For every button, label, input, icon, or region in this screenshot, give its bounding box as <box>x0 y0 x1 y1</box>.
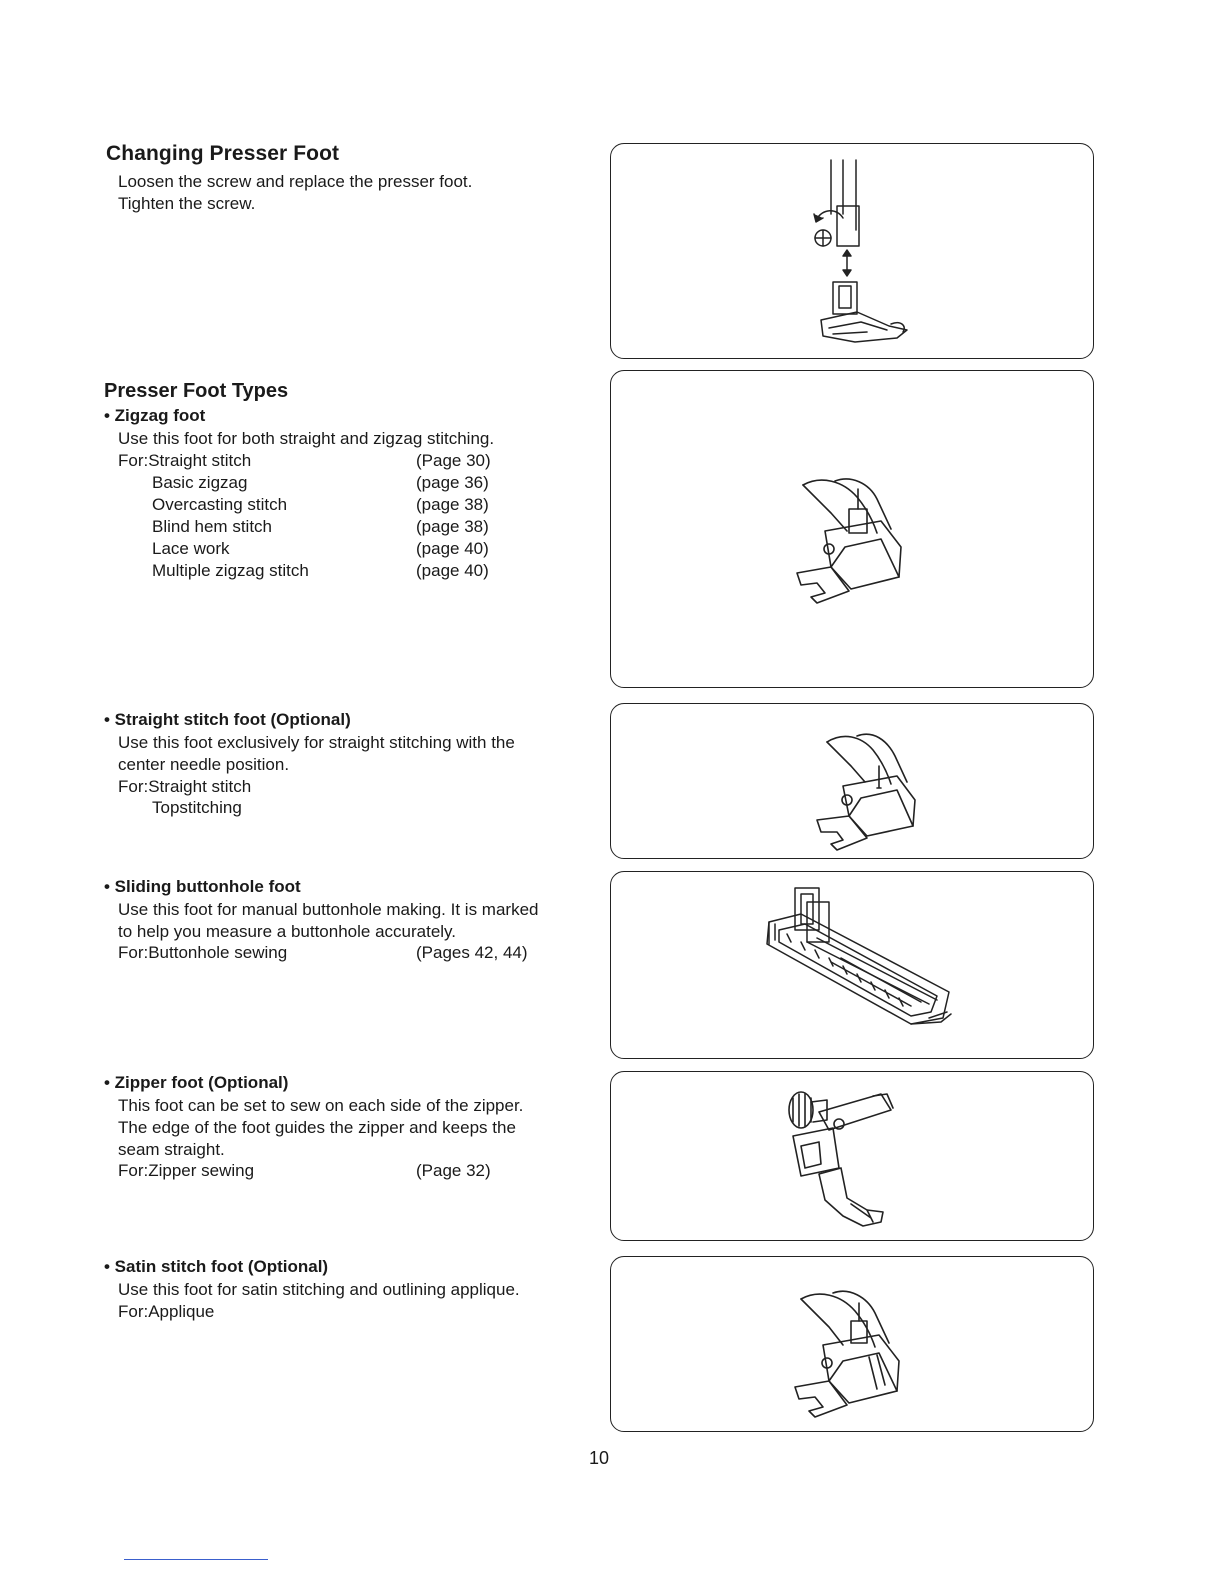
zigzag-foot-desc: Use this foot for both straight and zigzag stitching. <box>118 429 495 448</box>
zipper-line-1: This foot can be set to sew on each side of the zipper. <box>118 1096 524 1115</box>
zigzag-use-label: For:Straight stitch <box>118 451 252 470</box>
satin-foot-title: • Satin stitch foot (Optional) <box>104 1257 329 1276</box>
zigzag-foot-illustration-frame <box>610 370 1094 688</box>
zipper-line-2: The edge of the foot guides the zipper and keeps the <box>118 1118 516 1137</box>
zigzag-use-label: Overcasting stitch <box>152 495 288 514</box>
section-title-changing-presser-foot: Changing Presser Foot <box>106 142 340 165</box>
buttonhole-foot-illustration-frame <box>610 871 1094 1059</box>
changing-instructions <box>118 171 472 215</box>
zigzag-use-label: Basic zigzag <box>152 473 248 492</box>
buttonhole-use-page: (Pages 42, 44) <box>416 943 528 962</box>
satin-foot-icon <box>611 1257 1093 1431</box>
straight-stitch-foot-icon <box>611 704 1093 858</box>
zipper-use-label: For:Zipper sewing <box>118 1161 255 1180</box>
page-number: 10 <box>589 1448 610 1468</box>
changing-foot-illustration <box>611 144 1093 358</box>
zigzag-use-page: (page 36) <box>416 473 489 492</box>
zigzag-use-label: Blind hem stitch <box>152 517 272 536</box>
zigzag-use-label: Multiple zigzag stitch <box>152 561 309 580</box>
straight-stitch-foot-illustration-frame <box>610 703 1094 859</box>
zipper-use-page: (Page 32) <box>416 1161 491 1180</box>
straight-line-3: For:Straight stitch <box>118 777 252 796</box>
zipper-foot-title: • Zipper foot (Optional) <box>104 1073 289 1092</box>
zigzag-use-label: Lace work <box>152 539 230 558</box>
buttonhole-foot-desc <box>118 899 538 943</box>
changing-foot-illustration-frame <box>610 143 1094 359</box>
zigzag-use-page: (page 40) <box>416 539 489 558</box>
buttonhole-line-1: Use this foot for manual buttonhole making. It is marked <box>118 900 539 919</box>
straight-line-1: Use this foot exclusively for straight stitching with the <box>118 733 515 752</box>
footer-rule <box>124 1559 268 1560</box>
zigzag-foot-icon <box>611 371 1093 687</box>
straight-stitch-foot-title: • Straight stitch foot (Optional) <box>104 710 351 729</box>
zipper-line-3: seam straight. <box>118 1140 225 1159</box>
zipper-foot-icon <box>611 1072 1093 1240</box>
straight-stitch-foot-desc <box>118 732 515 798</box>
straight-line-2: center needle position. <box>118 755 290 774</box>
zigzag-use-page: (page 38) <box>416 495 489 514</box>
zigzag-use-page: (page 40) <box>416 561 489 580</box>
buttonhole-use-label: For:Buttonhole sewing <box>118 943 288 962</box>
satin-foot-illustration-frame <box>610 1256 1094 1432</box>
straight-extra-use: Topstitching <box>152 798 242 817</box>
zipper-foot-illustration-frame <box>610 1071 1094 1241</box>
buttonhole-foot-icon <box>611 872 1093 1058</box>
changing-line-1: Loosen the screw and replace the presser foot. <box>118 172 473 191</box>
changing-line-2: Tighten the screw. <box>118 194 256 213</box>
zigzag-use-page: (page 38) <box>416 517 489 536</box>
satin-line-1: Use this foot for satin stitching and outlining applique. <box>118 1280 520 1299</box>
section-title-presser-foot-types: Presser Foot Types <box>104 380 289 402</box>
buttonhole-foot-title: • Sliding buttonhole foot <box>104 877 301 896</box>
zigzag-use-page: (Page 30) <box>416 451 491 470</box>
zigzag-foot-title: • Zigzag foot <box>104 406 206 425</box>
zipper-foot-desc <box>118 1095 523 1161</box>
satin-line-2: For:Applique <box>118 1302 215 1321</box>
satin-foot-desc <box>118 1279 520 1323</box>
buttonhole-line-2: to help you measure a buttonhole accurately. <box>118 922 457 941</box>
